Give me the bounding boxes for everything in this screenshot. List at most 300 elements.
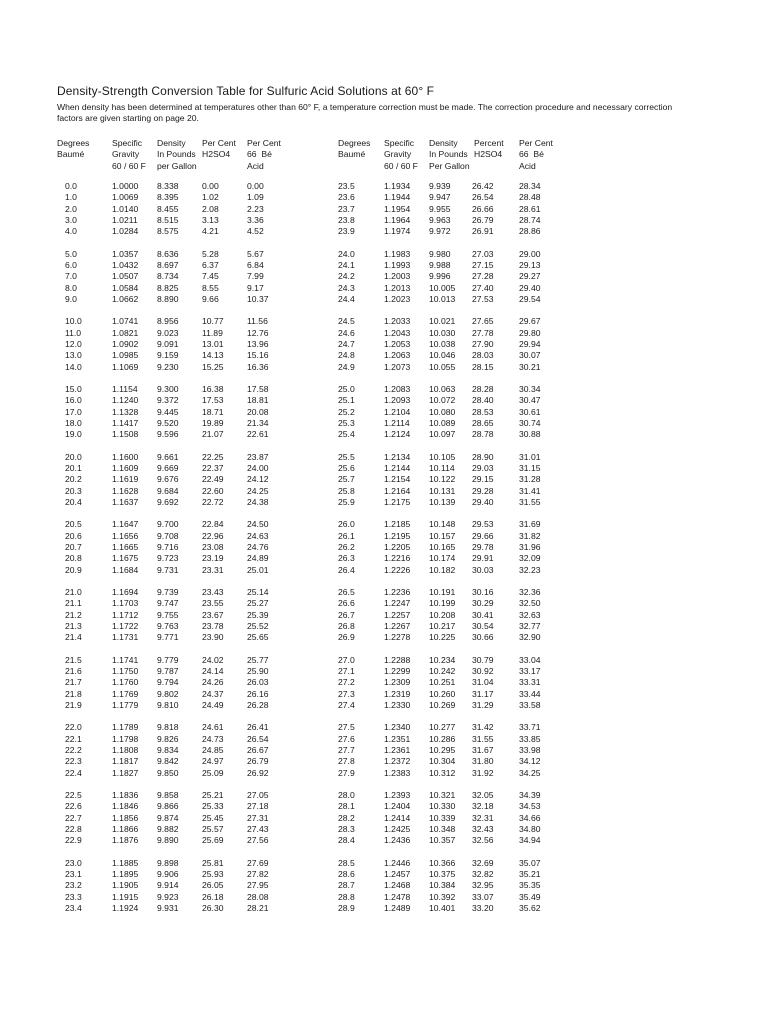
table-cell: 24.97 bbox=[202, 756, 224, 767]
table-cell: 1.2278 bbox=[384, 632, 411, 643]
table-cell: 25.2 bbox=[338, 406, 355, 417]
table-cell: 21.0 bbox=[65, 587, 82, 598]
table-cell: 1.1069 bbox=[112, 361, 139, 372]
table-cell: 31.82 bbox=[519, 530, 541, 541]
table-cell: 26.67 bbox=[247, 744, 269, 755]
table-cell: 10.165 bbox=[429, 541, 456, 552]
table-cell: 1.2144 bbox=[384, 462, 411, 473]
table-cell: 10.030 bbox=[429, 327, 456, 338]
table-cell: 10.0 bbox=[65, 316, 82, 327]
table-cell: 31.80 bbox=[472, 756, 494, 767]
table-cell: 32.43 bbox=[472, 823, 494, 834]
table-cell: 9.931 bbox=[157, 902, 179, 913]
table-cell: 28.90 bbox=[472, 451, 494, 462]
table-cell: 1.2425 bbox=[384, 823, 411, 834]
table-cell: 9.669 bbox=[157, 462, 179, 473]
table-cell: 10.366 bbox=[429, 857, 456, 868]
table-cell: 9.684 bbox=[157, 485, 179, 496]
table-cell: 8.55 bbox=[202, 282, 219, 293]
table-cell: 1.1154 bbox=[112, 384, 138, 395]
table-cell: 31.15 bbox=[519, 462, 541, 473]
table-cell: 28.34 bbox=[519, 181, 541, 191]
table-cell: 24.02 bbox=[202, 654, 224, 665]
table-cell: 30.47 bbox=[519, 395, 541, 406]
table-cell: 1.2351 bbox=[384, 733, 411, 744]
table-cell: 10.401 bbox=[429, 902, 456, 913]
table-cell: 1.1944 bbox=[384, 192, 411, 203]
table-cell: 34.12 bbox=[519, 756, 541, 767]
table-cell: 18.0 bbox=[65, 417, 82, 428]
table-cell: 9.802 bbox=[157, 688, 179, 699]
table-cell: 11.0 bbox=[65, 327, 82, 338]
table-cell: 9.692 bbox=[157, 496, 179, 507]
table-cell: 10.330 bbox=[429, 801, 456, 812]
table-cell: 22.4 bbox=[65, 767, 82, 778]
table-cell: 9.771 bbox=[157, 632, 179, 643]
table-cell: 5.67 bbox=[247, 248, 264, 259]
table-cell: 23.0 bbox=[65, 857, 82, 868]
table-cell: 1.2226 bbox=[384, 564, 411, 575]
table-cell: 1.1974 bbox=[384, 226, 411, 237]
table-cell: 8.575 bbox=[157, 226, 179, 237]
table-cell: 9.520 bbox=[157, 417, 179, 428]
table-cell: 9.159 bbox=[157, 350, 179, 361]
table-cell: 30.21 bbox=[519, 361, 541, 372]
table-cell: 1.1741 bbox=[112, 654, 139, 665]
table-cell: 1.2053 bbox=[384, 338, 411, 349]
table-cell: 9.923 bbox=[157, 891, 179, 902]
table-cell: 27.40 bbox=[472, 282, 494, 293]
table-cell: 10.217 bbox=[429, 620, 456, 631]
table-cell: 23.87 bbox=[247, 451, 269, 462]
table-cell: 11.89 bbox=[202, 327, 223, 338]
table-cell: 1.2083 bbox=[384, 384, 411, 395]
table-cell: 1.2003 bbox=[384, 271, 411, 282]
table-cell: 24.6 bbox=[338, 327, 355, 338]
table-cell: 34.39 bbox=[519, 790, 541, 801]
table-cell: 33.17 bbox=[519, 666, 541, 676]
table-cell: 24.85 bbox=[202, 744, 224, 755]
table-cell: 9.866 bbox=[157, 801, 179, 812]
table-cell: 1.1954 bbox=[384, 203, 411, 214]
table-cell: 25.90 bbox=[247, 666, 269, 676]
table-cell: 1.2414 bbox=[384, 812, 411, 823]
table-cell: 32.31 bbox=[472, 812, 494, 823]
table-cell: 10.013 bbox=[429, 293, 456, 304]
table-cell: 33.58 bbox=[519, 699, 541, 710]
table-cell: 9.972 bbox=[429, 226, 451, 237]
table-cell: 22.84 bbox=[202, 519, 224, 530]
table-cell: 21.3 bbox=[65, 620, 82, 631]
table-cell: 27.18 bbox=[247, 801, 269, 812]
table-cell: 29.00 bbox=[519, 248, 541, 259]
table-cell: 24.3 bbox=[338, 282, 355, 293]
table-cell: 32.36 bbox=[519, 587, 541, 598]
table-cell: 30.03 bbox=[472, 564, 494, 575]
table-cell: 1.1885 bbox=[112, 857, 139, 868]
table-cell: 29.80 bbox=[519, 327, 541, 338]
table-cell: 20.7 bbox=[65, 541, 82, 552]
table-cell: 34.94 bbox=[519, 835, 541, 846]
table-cell: 26.3 bbox=[338, 553, 355, 564]
table-cell: 1.2267 bbox=[384, 620, 411, 631]
table-cell: 9.661 bbox=[157, 451, 179, 462]
table-cell: 26.0 bbox=[338, 519, 355, 530]
table-cell: 28.28 bbox=[472, 384, 494, 395]
table-cell: 1.1750 bbox=[112, 666, 139, 676]
table-cell: 10.312 bbox=[429, 767, 456, 778]
table-cell: 33.98 bbox=[519, 744, 541, 755]
table-cell: 1.1856 bbox=[112, 812, 139, 823]
table-cell: 10.199 bbox=[429, 598, 456, 609]
table-cell: 30.29 bbox=[472, 598, 494, 609]
table-cell: 1.1964 bbox=[384, 214, 411, 225]
table-cell: 1.2309 bbox=[384, 677, 411, 688]
table-cell: 26.41 bbox=[247, 722, 269, 733]
header-density: Density In Pounds Per Gallon bbox=[429, 138, 470, 171]
table-cell: 29.13 bbox=[519, 259, 541, 270]
table-cell: 20.3 bbox=[65, 485, 82, 496]
table-cell: 1.2478 bbox=[384, 891, 411, 902]
table-cell: 34.25 bbox=[519, 767, 541, 778]
table-cell: 26.54 bbox=[472, 192, 494, 203]
table-cell: 28.03 bbox=[472, 350, 494, 361]
table-cell: 1.0284 bbox=[112, 226, 139, 237]
table-cell: 11.56 bbox=[247, 316, 268, 327]
table-cell: 1.1722 bbox=[112, 620, 139, 631]
table-cell: 9.17 bbox=[247, 282, 264, 293]
table-cell: 1.0985 bbox=[112, 350, 139, 361]
table-cell: 10.208 bbox=[429, 609, 456, 620]
table-cell: 31.17 bbox=[472, 688, 494, 699]
table-cell: 1.2383 bbox=[384, 767, 411, 778]
table-cell: 10.046 bbox=[429, 350, 456, 361]
table-cell: 27.6 bbox=[338, 733, 355, 744]
table-cell: 22.3 bbox=[65, 756, 82, 767]
table-cell: 25.65 bbox=[247, 632, 269, 643]
table-cell: 22.61 bbox=[247, 429, 269, 440]
table-cell: 33.85 bbox=[519, 733, 541, 744]
table-cell: 9.834 bbox=[157, 744, 179, 755]
table-cell: 9.787 bbox=[157, 666, 179, 676]
table-cell: 30.79 bbox=[472, 654, 494, 665]
table-cell: 32.05 bbox=[472, 790, 494, 801]
table-cell: 1.2033 bbox=[384, 316, 411, 327]
table-cell: 1.1895 bbox=[112, 869, 139, 880]
table-cell: 1.2299 bbox=[384, 666, 411, 676]
table-cell: 29.78 bbox=[472, 541, 494, 552]
table-cell: 0.0 bbox=[65, 181, 77, 191]
table-cell: 27.15 bbox=[472, 259, 494, 270]
table-cell: 1.1328 bbox=[112, 406, 139, 417]
table-cell: 26.79 bbox=[472, 214, 494, 225]
table-cell: 28.21 bbox=[247, 902, 269, 913]
table-cell: 1.2404 bbox=[384, 801, 411, 812]
table-cell: 28.5 bbox=[338, 857, 355, 868]
table-cell: 25.52 bbox=[247, 620, 269, 631]
table-cell: 9.779 bbox=[157, 654, 179, 665]
table-cell: 22.49 bbox=[202, 474, 224, 485]
table-cell: 9.996 bbox=[429, 271, 451, 282]
table-cell: 21.4 bbox=[65, 632, 82, 643]
table-cell: 10.191 bbox=[429, 587, 456, 598]
table-cell: 28.3 bbox=[338, 823, 355, 834]
table-cell: 7.45 bbox=[202, 271, 219, 282]
table-cell: 7.99 bbox=[247, 271, 264, 282]
table-cell: 1.2013 bbox=[384, 282, 411, 293]
table-cell: 1.2393 bbox=[384, 790, 411, 801]
table-cell: 1.0000 bbox=[112, 181, 139, 191]
table-cell: 29.54 bbox=[519, 293, 541, 304]
table-cell: 25.3 bbox=[338, 417, 355, 428]
table-cell: 32.50 bbox=[519, 598, 541, 609]
table-cell: 9.858 bbox=[157, 790, 179, 801]
table-cell: 5.28 bbox=[202, 248, 219, 259]
table-cell: 1.0140 bbox=[112, 203, 139, 214]
table-cell: 8.956 bbox=[157, 316, 179, 327]
table-cell: 31.42 bbox=[472, 722, 494, 733]
table-cell: 26.05 bbox=[202, 880, 224, 891]
table-cell: 22.0 bbox=[65, 722, 82, 733]
table-cell: 24.73 bbox=[202, 733, 224, 744]
table-cell: 21.9 bbox=[65, 699, 82, 710]
table-cell: 25.93 bbox=[202, 869, 224, 880]
table-cell: 35.07 bbox=[519, 857, 541, 868]
table-cell: 9.906 bbox=[157, 869, 179, 880]
table-cell: 26.8 bbox=[338, 620, 355, 631]
table-cell: 21.1 bbox=[65, 598, 82, 609]
table-cell: 28.4 bbox=[338, 835, 355, 846]
table-cell: 25.45 bbox=[202, 812, 224, 823]
table-cell: 9.988 bbox=[429, 259, 451, 270]
table-cell: 1.1798 bbox=[112, 733, 139, 744]
table-cell: 24.26 bbox=[202, 677, 224, 688]
table-cell: 1.1915 bbox=[112, 891, 139, 902]
table-cell: 16.38 bbox=[202, 384, 224, 395]
table-cell: 1.2457 bbox=[384, 869, 411, 880]
table-cell: 2.08 bbox=[202, 203, 219, 214]
table-cell: 32.09 bbox=[519, 553, 541, 564]
table-cell: 30.92 bbox=[472, 666, 494, 676]
table-cell: 1.1769 bbox=[112, 688, 139, 699]
table-cell: 10.260 bbox=[429, 688, 456, 699]
table-cell: 1.2154 bbox=[384, 474, 411, 485]
table-cell: 8.697 bbox=[157, 259, 179, 270]
table-cell: 13.0 bbox=[65, 350, 82, 361]
table-cell: 5.0 bbox=[65, 248, 77, 259]
table-cell: 1.1637 bbox=[112, 496, 139, 507]
table-cell: 1.2104 bbox=[384, 406, 411, 417]
table-cell: 22.25 bbox=[202, 451, 224, 462]
table-cell: 1.0211 bbox=[112, 214, 138, 225]
table-cell: 26.5 bbox=[338, 587, 355, 598]
table-cell: 28.48 bbox=[519, 192, 541, 203]
table-cell: 1.2164 bbox=[384, 485, 411, 496]
table-cell: 1.2257 bbox=[384, 609, 411, 620]
table-cell: 27.2 bbox=[338, 677, 355, 688]
table-cell: 10.157 bbox=[429, 530, 456, 541]
table-cell: 10.321 bbox=[429, 790, 456, 801]
table-cell: 8.890 bbox=[157, 293, 179, 304]
table-cell: 9.874 bbox=[157, 812, 179, 823]
table-cell: 25.81 bbox=[202, 857, 224, 868]
table-cell: 26.03 bbox=[247, 677, 269, 688]
table-cell: 3.13 bbox=[202, 214, 219, 225]
table-cell: 1.2436 bbox=[384, 835, 411, 846]
table-cell: 1.1993 bbox=[384, 259, 411, 270]
table-cell: 23.67 bbox=[202, 609, 224, 620]
table-cell: 18.71 bbox=[202, 406, 224, 417]
table-cell: 24.8 bbox=[338, 350, 355, 361]
table-cell: 23.3 bbox=[65, 891, 82, 902]
table-cell: 22.7 bbox=[65, 812, 82, 823]
table-cell: 10.77 bbox=[202, 316, 224, 327]
table-cell: 9.963 bbox=[429, 214, 451, 225]
table-cell: 1.0 bbox=[65, 192, 77, 203]
table-cell: 23.31 bbox=[202, 564, 224, 575]
table-cell: 2.23 bbox=[247, 203, 264, 214]
table-cell: 30.74 bbox=[519, 417, 541, 428]
table-cell: 23.1 bbox=[65, 869, 82, 880]
table-cell: 26.42 bbox=[472, 181, 494, 191]
table-cell: 26.79 bbox=[247, 756, 269, 767]
table-cell: 10.182 bbox=[429, 564, 456, 575]
table-cell: 1.2124 bbox=[384, 429, 411, 440]
table-cell: 4.21 bbox=[202, 226, 219, 237]
table-cell: 19.0 bbox=[65, 429, 82, 440]
table-cell: 27.03 bbox=[472, 248, 494, 259]
table-cell: 27.31 bbox=[247, 812, 269, 823]
table-cell: 29.40 bbox=[472, 496, 494, 507]
table-cell: 28.6 bbox=[338, 869, 355, 880]
table-cell: 10.286 bbox=[429, 733, 456, 744]
table-cell: 32.23 bbox=[519, 564, 541, 575]
table-cell: 28.78 bbox=[472, 429, 494, 440]
table-cell: 25.27 bbox=[247, 598, 269, 609]
table-cell: 1.2330 bbox=[384, 699, 411, 710]
table-cell: 27.9 bbox=[338, 767, 355, 778]
table-cell: 21.34 bbox=[247, 417, 269, 428]
table-cell: 24.7 bbox=[338, 338, 355, 349]
table-cell: 27.1 bbox=[338, 666, 355, 676]
table-cell: 28.2 bbox=[338, 812, 355, 823]
table-cell: 9.0 bbox=[65, 293, 77, 304]
table-cell: 30.41 bbox=[472, 609, 494, 620]
table-cell: 35.35 bbox=[519, 880, 541, 891]
table-cell: 1.1675 bbox=[112, 553, 139, 564]
table-cell: 10.242 bbox=[429, 666, 456, 676]
table-cell: 1.2446 bbox=[384, 857, 411, 868]
table-cell: 9.890 bbox=[157, 835, 179, 846]
table-cell: 9.818 bbox=[157, 722, 179, 733]
table-cell: 21.07 bbox=[202, 429, 224, 440]
table-cell: 1.1876 bbox=[112, 835, 139, 846]
table-cell: 25.69 bbox=[202, 835, 224, 846]
table-cell: 0.00 bbox=[247, 181, 264, 191]
table-cell: 1.2195 bbox=[384, 530, 411, 541]
table-cell: 1.2093 bbox=[384, 395, 411, 406]
table-cell: 24.00 bbox=[247, 462, 269, 473]
table-cell: 10.269 bbox=[429, 699, 456, 710]
header-percent-66-be-acid: Per Cent 66 Bé Acid bbox=[519, 138, 553, 171]
table-cell: 31.92 bbox=[472, 767, 494, 778]
table-cell: 9.723 bbox=[157, 553, 179, 564]
table-cell: 32.18 bbox=[472, 801, 494, 812]
table-cell: 17.58 bbox=[247, 384, 269, 395]
table-cell: 10.304 bbox=[429, 756, 456, 767]
table-cell: 1.09 bbox=[247, 192, 264, 203]
table-cell: 27.95 bbox=[247, 880, 269, 891]
table-cell: 33.07 bbox=[472, 891, 494, 902]
table-cell: 9.731 bbox=[157, 564, 179, 575]
table-cell: 26.18 bbox=[202, 891, 224, 902]
table-cell: 28.8 bbox=[338, 891, 355, 902]
table-cell: 1.0357 bbox=[112, 248, 139, 259]
table-cell: 10.37 bbox=[247, 293, 269, 304]
table-cell: 4.52 bbox=[247, 226, 264, 237]
table-cell: 8.455 bbox=[157, 203, 179, 214]
table-cell: 1.1240 bbox=[112, 395, 139, 406]
table-cell: 1.1924 bbox=[112, 902, 139, 913]
table-cell: 23.08 bbox=[202, 541, 224, 552]
table-cell: 9.947 bbox=[429, 192, 451, 203]
table-cell: 1.1417 bbox=[112, 417, 139, 428]
table-cell: 31.96 bbox=[519, 541, 541, 552]
table-cell: 9.955 bbox=[429, 203, 451, 214]
table-cell: 10.089 bbox=[429, 417, 456, 428]
table-cell: 28.65 bbox=[472, 417, 494, 428]
table-cell: 9.372 bbox=[157, 395, 179, 406]
table-cell: 25.57 bbox=[202, 823, 224, 834]
table-cell: 27.43 bbox=[247, 823, 269, 834]
table-cell: 19.89 bbox=[202, 417, 224, 428]
table-cell: 12.76 bbox=[247, 327, 269, 338]
table-cell: 10.097 bbox=[429, 429, 456, 440]
table-cell: 1.1684 bbox=[112, 564, 139, 575]
table-cell: 1.2489 bbox=[384, 902, 411, 913]
table-cell: 9.739 bbox=[157, 587, 179, 598]
table-cell: 9.300 bbox=[157, 384, 179, 395]
table-cell: 10.174 bbox=[429, 553, 456, 564]
table-cell: 8.395 bbox=[157, 192, 179, 203]
table-cell: 4.0 bbox=[65, 226, 77, 237]
table-cell: 34.53 bbox=[519, 801, 541, 812]
table-cell: 30.34 bbox=[519, 384, 541, 395]
table-cell: 33.04 bbox=[519, 654, 541, 665]
table-cell: 31.28 bbox=[519, 474, 541, 485]
table-cell: 32.82 bbox=[472, 869, 494, 880]
table-cell: 1.1647 bbox=[112, 519, 139, 530]
table-cell: 22.6 bbox=[65, 801, 82, 812]
table-cell: 29.15 bbox=[472, 474, 494, 485]
table-cell: 27.7 bbox=[338, 744, 355, 755]
table-cell: 35.62 bbox=[519, 902, 541, 913]
table-cell: 27.65 bbox=[472, 316, 494, 327]
table-cell: 1.2340 bbox=[384, 722, 411, 733]
table-cell: 31.41 bbox=[519, 485, 541, 496]
table-cell: 1.2023 bbox=[384, 293, 411, 304]
table-cell: 7.0 bbox=[65, 271, 77, 282]
table-cell: 1.1779 bbox=[112, 699, 139, 710]
table-cell: 8.515 bbox=[157, 214, 179, 225]
table-cell: 24.76 bbox=[247, 541, 269, 552]
table-cell: 28.61 bbox=[519, 203, 541, 214]
table-cell: 24.1 bbox=[338, 259, 355, 270]
table-cell: 27.5 bbox=[338, 722, 355, 733]
table-cell: 21.5 bbox=[65, 654, 82, 665]
table-cell: 28.7 bbox=[338, 880, 355, 891]
table-cell: 27.05 bbox=[247, 790, 269, 801]
